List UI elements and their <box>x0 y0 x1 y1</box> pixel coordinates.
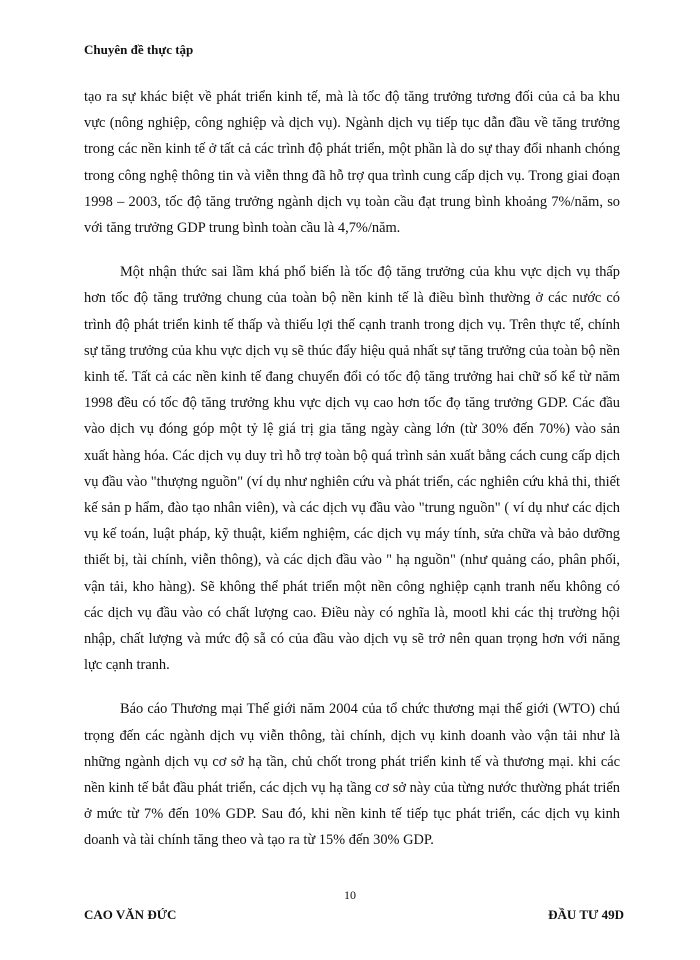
paragraph-1 <box>84 84 620 241</box>
text-line: tạo ra sự khác biệt về phát triển kinh tế, mà là tốc độ tăng trưởng tương đối của cả ba khu <box>84 89 620 105</box>
text-line: Báo cáo Thương mại Thế giới năm 2004 của tổ chức thương mại thế giới (WTO) <box>120 701 600 718</box>
text-line: nhanh chóng trong công nghệ thông tin và viễn thng đã hỗ trợ qua trình cung cấp dịch vụ. <box>84 141 621 184</box>
text-line: lượng cao. Điều này có nghĩa là, mootl khi các thị trường hội nhập, chất lượng và mức độ <box>84 604 620 648</box>
text-line: chú trọng đến các ngành dịch vụ viễn thông, tài chính, dịch vụ kinh doanh vào vận tải <box>84 701 620 744</box>
text-line: dịch vụ đầu vào "trung nguồn" ( ví dụ như các dịch vụ kế toán, luật pháp, kỹ thuật, kiểm <box>84 500 620 543</box>
footer-class: ĐẦU TƯ 49D <box>548 907 624 922</box>
paragraph-3 <box>84 696 620 853</box>
text-line: sẵ có của đầu vào dịch vụ sẽ trở nên quan trọng hơn với năng lực cạnh tranh. <box>84 631 621 674</box>
text-line: Trong giai đoạn 1998 – 2003, tốc độ tăng trưởng ngành dịch vụ toàn cầu đạt trung bình <box>84 167 620 210</box>
paragraph-2 <box>84 259 620 678</box>
text-line: các dịch vụ kinh doanh và tài chính tăng theo và tạo ra từ 15% đến 30% GDP. <box>84 806 620 849</box>
text-line: trưởng trong các nền kinh tế ở tất cả các trình độ phát triển, một phần là do sự thay đổi <box>84 115 620 158</box>
page-number: 10 <box>344 888 356 902</box>
text-line: lớn (từ 30% đến 70%) vào sản xuất hàng hóa. Các dịch vụ duy trì hỗ trợ toàn bộ quá <box>84 421 620 464</box>
text-line: trưởng của toàn bộ nền kinh tế. Tất cả các nền kinh tế đang chuyển đổi có tốc độ tăng <box>84 342 620 386</box>
header-title: Chuyên đề thực tập <box>84 42 194 57</box>
text-line: vực (nông nghiệp, công nghiệp và dịch vụ). Ngành dịch vụ tiếp tục dẫn đầu về tăng <box>84 115 582 132</box>
text-line: nước có trình độ phát triển kinh tế thấp và thiếu lợi thế cạnh tranh trong dịch vụ. Trên <box>84 290 620 333</box>
text-line: khoảng 7%/năm, so với tăng trưởng GDP trung bình toàn cầu là 4,7%/năm. <box>84 193 621 237</box>
text-line: như là những ngành dịch vụ cơ sở hạ tần, chủ chốt trong phát triển kinh tế và thương mại. <box>84 727 620 770</box>
text-line: các dịch đầu vào " hạ nguồn" (như quảng cáo, phân phối, vận tải, kho hàng). Sẽ không <box>84 552 620 595</box>
text-line: Một nhận thức sai lầm khá phổ biến là tốc độ tăng trưởng của khu vực dịch vụ <box>120 264 596 281</box>
text-line: đọ tăng trưởng GDP. Các đầu vào dịch vụ đóng góp một tỷ lệ giá trị gia tăng ngày càng <box>84 395 620 438</box>
text-line: nghiệm, các dịch vụ máy tính, sửa chữa và bảo dưỡng thiết bị, tài chính, viễn thông), và <box>84 526 620 569</box>
text-line: trưởng hai chữ số kể từ năm 1998 đều có tốc độ tăng trưởng khu vực dịch vụ cao hơn tốc <box>84 369 620 412</box>
text-line: trình sản xuất bằng cách cung cấp dịch vụ đầu vào "thượng nguồn" (ví dụ như nghiên <box>84 447 621 490</box>
text-line: thể phát triển một nền công nghiệp cạnh tranh nếu không có các dịch vụ đầu vào có chất <box>84 578 620 621</box>
text-line: cứu và phát triển, các nghiên cứu khả thi, thiết kế sản p hẩm, đào tạo nhân viên), và các <box>84 473 620 517</box>
text-line: thấp hơn tốc độ tăng trưởng chung của toàn bộ nền kinh tế là điều bình thường ở các <box>84 264 620 307</box>
text-line: khi các nền kinh tế bắt đầu phát triển, các dịch vụ hạ tầng cơ sở này của từng nước <box>84 753 620 797</box>
document-body <box>84 84 620 854</box>
footer-author: CAO VĂN ĐỨC <box>84 907 177 922</box>
text-line: thường phát triển ở mức từ 7% đến 10% GDP. Sau đó, khi nền kinh tế tiếp tục phát triển, <box>84 780 620 823</box>
text-line: thực tế, chính sự tăng trưởng của khu vực dịch vụ sẽ thúc đẩy hiệu quả nhất sự tăng <box>84 316 620 359</box>
